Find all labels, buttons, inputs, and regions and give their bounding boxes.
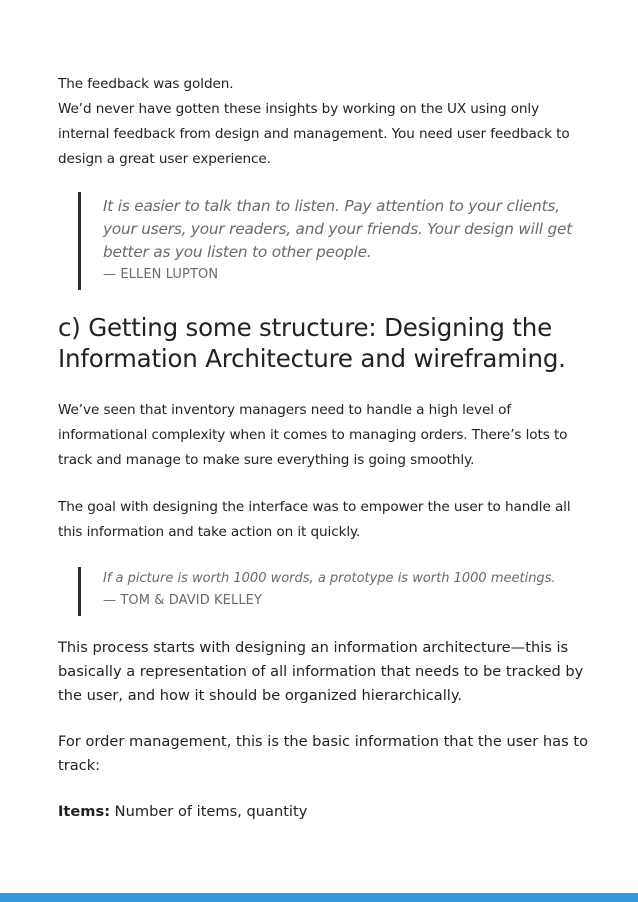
items-label: Items: <box>58 803 111 820</box>
paragraph-information-architecture: This process starts with designing an information architecture—this is basically a representation of all information that needs to be tracked by the user, and how it should be organized hierarchically. <box>58 639 584 704</box>
footer-accent-bar <box>0 893 638 902</box>
items-line <box>58 800 588 824</box>
quote-author: — TOM & DAVID KELLEY <box>103 593 263 608</box>
document-page <box>58 72 588 824</box>
quote-text: If a picture is worth 1000 words, a prototype is worth 1000 meetings. <box>103 571 556 586</box>
paragraph-order-management: For order management, this is the basic information that the user has to track: <box>58 733 588 774</box>
paragraph-feedback-golden: The feedback was golden. <box>58 76 234 92</box>
paragraph-user-feedback: We’d never have gotten these insights by working on the UX using only internal feedback from design and management. You need user feedback to design a great user experience. <box>58 101 570 167</box>
blockquote-kelley <box>78 567 588 616</box>
paragraph-inventory-managers: We’ve seen that inventory managers need to handle a high level of informational complexity when it comes to managing orders. There’s lots to track and manage to make sure everything is going smoothly. <box>58 402 568 468</box>
paragraph-goal: The goal with designing the interface was to empower the user to handle all this information and take action on it quickly. <box>58 499 571 540</box>
blockquote-ellen-lupton <box>78 192 588 290</box>
items-value: Number of items, quantity <box>110 803 308 820</box>
section-heading: c) Getting some structure: Designing the Information Architecture and wireframing. <box>58 313 566 373</box>
quote-author: — ELLEN LUPTON <box>103 267 219 282</box>
quote-text: It is easier to talk than to listen. Pay attention to your clients, your users, your readers, and your friends. Your design will get better as you listen to other people. <box>103 197 573 261</box>
